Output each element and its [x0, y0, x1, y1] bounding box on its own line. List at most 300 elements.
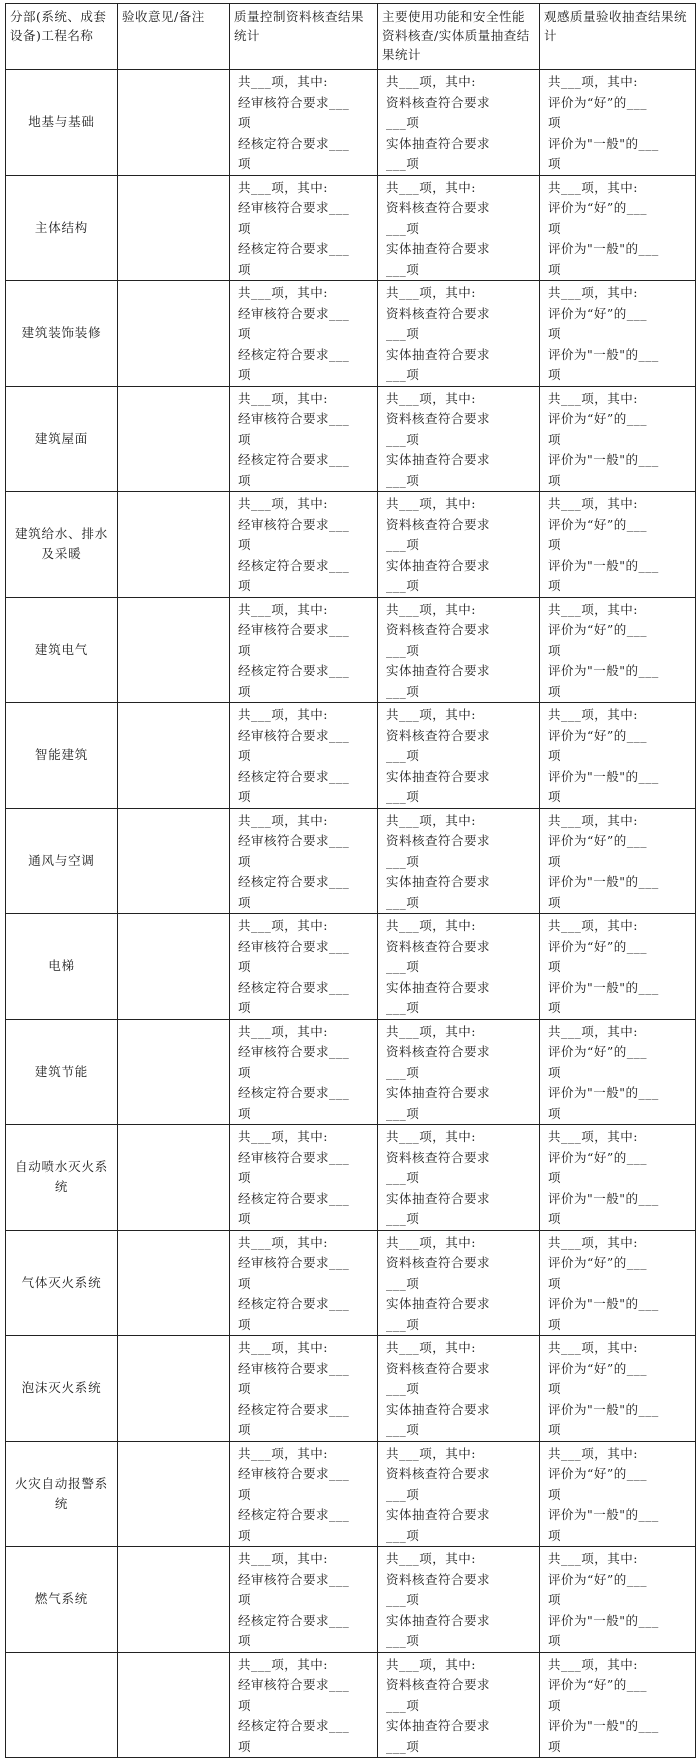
stat-line: 项 [238, 1170, 252, 1185]
stat-line: 经核定符合要求___ [238, 452, 350, 467]
stat-line: 项 [548, 853, 562, 869]
stat-line: 共___项，其中: [386, 812, 476, 828]
stat-cell-c5 [540, 1441, 696, 1547]
stat-line: 经核定符合要求___ [238, 874, 350, 889]
stat-line: 共___项，其中: [386, 601, 476, 617]
project-name-cell: 火灾自动报警系统 [6, 1441, 118, 1547]
stat-cell-c5 [540, 1230, 696, 1336]
stat-line: 经审核符合要求___ [238, 1571, 350, 1587]
header-project-name: 分部(系统、成套设备)工程名称 [6, 4, 118, 70]
stat-cell-c4 [378, 175, 540, 281]
stat-line: 实体抽查符合要求 [386, 768, 491, 784]
stat-line: ___项 [386, 1064, 420, 1080]
stat-cell-c4 [378, 386, 540, 492]
stat-line: 项 [238, 472, 252, 488]
stat-cell-c4 [378, 492, 540, 598]
stat-line: 项 [548, 1275, 562, 1291]
stat-line: 经审核符合要求___ [238, 938, 350, 954]
opinion-cell [118, 1336, 230, 1442]
stat-line: 共___项，其中: [548, 74, 638, 89]
stat-line: 项 [548, 220, 562, 236]
stat-line: 共___项，其中: [386, 918, 476, 933]
opinion-cell [118, 492, 230, 598]
stat-line: 评价为"一般"的___ [548, 241, 659, 256]
stat-line: 实体抽查符合要求 [386, 663, 491, 678]
stat-line: ___项 [386, 472, 420, 488]
stat-line: 经核定符合要求___ [238, 135, 350, 151]
stat-line: 实体抽查符合要求 [386, 1085, 491, 1100]
stat-line: 共___项，其中: [238, 496, 328, 511]
stat-line: 项 [238, 537, 252, 552]
stat-line: 共___项，其中: [238, 1445, 328, 1461]
stat-line: 实体抽查符合要求 [386, 1401, 491, 1417]
stat-line: 评价为“好”的___ [548, 622, 648, 637]
stat-line: 共___项，其中: [548, 1445, 638, 1461]
stat-line: 共___项，其中: [238, 1656, 328, 1672]
stat-line: 经审核符合要求___ [238, 1255, 350, 1270]
stat-line: 经审核符合要求___ [238, 833, 350, 848]
stat-line: 经核定符合要求___ [238, 241, 350, 256]
stat-line: 项 [548, 1105, 562, 1121]
stat-line: 共___项，其中: [548, 1234, 638, 1250]
stat-cell-c4 [378, 1652, 540, 1758]
stat-line: 共___项，其中: [238, 1340, 328, 1355]
stat-line: 共___项，其中: [238, 74, 328, 89]
stat-line: 评价为“好”的___ [548, 1360, 648, 1376]
stat-line: 项 [548, 642, 562, 658]
table-row [6, 597, 696, 703]
stat-line: 项 [238, 1316, 252, 1332]
opinion-cell [118, 1547, 230, 1653]
stat-line: ___项 [386, 642, 420, 658]
stat-line: 实体抽查符合要求 [386, 241, 491, 256]
stat-line: 资料核查符合要求 [386, 1571, 491, 1587]
stat-cell-c5 [540, 808, 696, 914]
stat-line: 经审核符合要求___ [238, 94, 350, 110]
stat-cell-c4 [378, 808, 540, 914]
stat-line: 经审核符合要求___ [238, 1677, 350, 1692]
stat-line: 评价为“好”的___ [548, 1571, 648, 1587]
stat-line: 项 [238, 1527, 252, 1543]
stat-cell-c4 [378, 1019, 540, 1125]
stat-line: 项 [238, 894, 252, 910]
stat-line: 共___项，其中: [548, 1656, 638, 1672]
stat-line: 项 [548, 367, 562, 382]
opinion-cell [118, 703, 230, 809]
project-name-cell [6, 1652, 118, 1758]
table-row [6, 1230, 696, 1336]
stat-cell-c4 [378, 1441, 540, 1547]
stat-line: 资料核查符合要求 [386, 1360, 491, 1376]
stat-line: 经核定符合要求___ [238, 663, 350, 678]
stat-cell-c5 [540, 914, 696, 1020]
stat-cell-c5 [540, 1019, 696, 1125]
stat-line: 共___项，其中: [386, 285, 476, 300]
stat-cell-c3 [230, 70, 378, 176]
project-name-cell: 建筑屋面 [6, 386, 118, 492]
stat-line: ___项 [386, 220, 420, 236]
stat-line: 共___项，其中: [548, 918, 638, 933]
stat-line: 经核定符合要求___ [238, 346, 350, 362]
stat-line: ___项 [386, 1633, 420, 1648]
stat-line: ___项 [386, 748, 420, 763]
stat-line: 经核定符合要求___ [238, 557, 350, 573]
stat-line: 项 [548, 578, 562, 593]
stat-cell-c5 [540, 1125, 696, 1231]
stat-line: 共___项，其中: [238, 918, 328, 933]
stat-line: 项 [548, 1211, 562, 1226]
stat-line: 项 [548, 537, 562, 552]
table-row [6, 492, 696, 598]
stat-line: 项 [548, 472, 562, 488]
stat-line: 资料核查符合要求 [386, 516, 491, 532]
stat-line: 项 [238, 789, 252, 804]
stat-line: ___项 [386, 115, 420, 130]
stat-line: ___项 [386, 1738, 420, 1754]
stat-line: ___项 [386, 1000, 420, 1015]
header-quality-control: 质量控制资料核查结果统计 [230, 4, 378, 70]
stat-line: 经核定符合要求___ [238, 1296, 350, 1311]
stat-line: 评价为“好”的___ [548, 1044, 648, 1059]
stat-line: 实体抽查符合要求 [386, 1612, 491, 1628]
stat-line: 项 [238, 1275, 252, 1291]
stat-line: 评价为“好”的___ [548, 411, 648, 426]
stat-line: 共___项，其中: [548, 1340, 638, 1355]
stat-line: 实体抽查符合要求 [386, 346, 491, 362]
stat-line: ___项 [386, 683, 420, 699]
stat-line: 评价为"一般"的___ [548, 1401, 659, 1417]
project-name-cell: 建筑给水、排水及采暖 [6, 492, 118, 598]
stat-line: ___项 [386, 1486, 420, 1502]
stat-cell-c4 [378, 597, 540, 703]
stat-line: 共___项，其中: [548, 390, 638, 406]
stat-line: 评价为"一般"的___ [548, 346, 659, 362]
stat-line: 项 [548, 1000, 562, 1015]
stat-line: 项 [548, 326, 562, 341]
stat-line: 共___项，其中: [238, 285, 328, 300]
stat-line: 项 [548, 261, 562, 277]
stat-line: 项 [548, 959, 562, 974]
table-row [6, 1652, 696, 1758]
project-name-cell: 气体灭火系统 [6, 1230, 118, 1336]
stat-cell-c3 [230, 1441, 378, 1547]
stat-line: 共___项，其中: [548, 812, 638, 828]
opinion-cell [118, 808, 230, 914]
stat-line: 评价为"一般"的___ [548, 1612, 659, 1628]
opinion-cell [118, 1652, 230, 1758]
stat-line: 共___项，其中: [386, 1023, 476, 1039]
stat-line: 实体抽查符合要求 [386, 1507, 491, 1522]
stat-line: 共___项，其中: [386, 1445, 476, 1461]
stat-line: 共___项，其中: [238, 390, 328, 406]
table-row [6, 281, 696, 387]
stat-line: 实体抽查符合要求 [386, 1296, 491, 1311]
stat-line: ___项 [386, 367, 420, 382]
stat-line: 评价为“好”的___ [548, 938, 648, 954]
stat-line: 项 [238, 326, 252, 341]
project-name-cell: 主体结构 [6, 175, 118, 281]
stat-line: 实体抽查符合要求 [386, 557, 491, 573]
stat-line: ___项 [386, 537, 420, 552]
stat-line: 项 [238, 1738, 252, 1754]
stat-line: 资料核查符合要求 [386, 1149, 491, 1165]
stat-line: 实体抽查符合要求 [386, 979, 491, 995]
stat-line: 项 [238, 853, 252, 869]
stat-cell-c5 [540, 281, 696, 387]
table-row [6, 1125, 696, 1231]
stat-line: ___项 [386, 1105, 420, 1121]
stat-line: 共___项，其中: [386, 390, 476, 406]
stat-line: 评价为"一般"的___ [548, 452, 659, 467]
stat-line: 经审核符合要求___ [238, 411, 350, 426]
stat-line: 经审核符合要求___ [238, 1360, 350, 1376]
stat-line: 共___项，其中: [386, 1551, 476, 1566]
stat-line: 项 [238, 1592, 252, 1607]
stat-line: 评价为"一般"的___ [548, 1085, 659, 1100]
stat-line: 共___项，其中: [238, 179, 328, 195]
stat-line: 资料核查符合要求 [386, 1044, 491, 1059]
stat-line: 项 [238, 642, 252, 658]
stat-cell-c4 [378, 1336, 540, 1442]
stat-line: 共___项，其中: [238, 1129, 328, 1144]
stat-cell-c5 [540, 175, 696, 281]
stat-line: 项 [238, 431, 252, 447]
stat-line: 项 [548, 1592, 562, 1607]
stat-line: ___项 [386, 431, 420, 447]
stat-line: 项 [548, 1738, 562, 1754]
table-row [6, 175, 696, 281]
stat-line: 经审核符合要求___ [238, 200, 350, 215]
header-appearance: 观感质量验收抽查结果统计 [540, 4, 696, 70]
stat-line: 共___项，其中: [548, 707, 638, 722]
stat-line: 项 [238, 748, 252, 763]
stat-line: 项 [548, 1064, 562, 1080]
stat-line: 评价为"一般"的___ [548, 1507, 659, 1522]
table-body [6, 70, 696, 1758]
stat-cell-c5 [540, 386, 696, 492]
stat-line: 项 [548, 156, 562, 171]
stat-cell-c3 [230, 1336, 378, 1442]
stat-line: 资料核查符合要求 [386, 833, 491, 848]
table-row [6, 808, 696, 914]
stat-cell-c5 [540, 703, 696, 809]
stat-line: 评价为"一般"的___ [548, 663, 659, 678]
stat-line: 评价为“好”的___ [548, 1255, 648, 1270]
stat-line: 评价为"一般"的___ [548, 135, 659, 151]
table-row [6, 1441, 696, 1547]
stat-line: 项 [548, 1170, 562, 1185]
stat-line: 实体抽查符合要求 [386, 874, 491, 889]
stat-cell-c3 [230, 1230, 378, 1336]
stat-line: 项 [238, 1422, 252, 1437]
stat-cell-c4 [378, 1125, 540, 1231]
stat-line: ___项 [386, 1170, 420, 1185]
stat-cell-c4 [378, 1230, 540, 1336]
stat-cell-c5 [540, 1547, 696, 1653]
stat-line: ___项 [386, 578, 420, 593]
stat-line: 项 [548, 683, 562, 699]
stat-line: ___项 [386, 1275, 420, 1291]
opinion-cell [118, 597, 230, 703]
stat-line: ___项 [386, 1592, 420, 1607]
stat-line: 共___项，其中: [548, 601, 638, 617]
stat-line: 项 [238, 220, 252, 236]
stat-cell-c4 [378, 70, 540, 176]
stat-line: 经核定符合要求___ [238, 768, 350, 784]
stat-line: 共___项，其中: [548, 1023, 638, 1039]
stat-cell-c4 [378, 703, 540, 809]
project-name-cell: 建筑节能 [6, 1019, 118, 1125]
project-name-cell: 泡沫灭火系统 [6, 1336, 118, 1442]
opinion-cell [118, 1125, 230, 1231]
acceptance-summary-table [5, 3, 696, 1758]
stat-line: 项 [548, 789, 562, 804]
stat-cell-c3 [230, 597, 378, 703]
stat-line: 实体抽查符合要求 [386, 1718, 491, 1733]
stat-line: 项 [548, 1527, 562, 1543]
stat-cell-c5 [540, 70, 696, 176]
stat-line: 共___项，其中: [386, 74, 476, 89]
stat-line: 项 [548, 1633, 562, 1648]
table-row [6, 1019, 696, 1125]
stat-line: 经审核符合要求___ [238, 516, 350, 532]
stat-line: ___项 [386, 1316, 420, 1332]
stat-line: 实体抽查符合要求 [386, 1190, 491, 1206]
stat-line: 项 [238, 1064, 252, 1080]
stat-line: 项 [548, 1381, 562, 1396]
project-name-cell: 电梯 [6, 914, 118, 1020]
stat-cell-c4 [378, 914, 540, 1020]
stat-line: 评价为“好”的___ [548, 200, 648, 215]
project-name-cell: 智能建筑 [6, 703, 118, 809]
stat-line: ___项 [386, 1527, 420, 1543]
stat-line: 评价为“好”的___ [548, 94, 648, 110]
stat-line: 经核定符合要求___ [238, 1612, 350, 1628]
project-name-cell: 通风与空调 [6, 808, 118, 914]
stat-line: 经审核符合要求___ [238, 1044, 350, 1059]
stat-line: 项 [238, 959, 252, 974]
table-row [6, 703, 696, 809]
stat-line: 共___项，其中: [386, 179, 476, 195]
stat-line: ___项 [386, 156, 420, 171]
stat-line: 项 [548, 1486, 562, 1502]
table-row [6, 386, 696, 492]
table-row [6, 1336, 696, 1442]
header-function-safety: 主要使用功能和安全性能资料核查/实体质量抽查结果统计 [378, 4, 540, 70]
stat-line: 资料核查符合要求 [386, 622, 491, 637]
stat-line: 评价为“好”的___ [548, 727, 648, 743]
project-name-cell: 燃气系统 [6, 1547, 118, 1653]
stat-cell-c4 [378, 1547, 540, 1653]
stat-line: 评价为"一般"的___ [548, 557, 659, 573]
opinion-cell [118, 281, 230, 387]
stat-line: 评价为"一般"的___ [548, 1718, 659, 1733]
stat-line: ___项 [386, 1697, 420, 1713]
stat-line: ___项 [386, 1422, 420, 1437]
stat-line: 经核定符合要求___ [238, 1085, 350, 1100]
project-name-cell: 自动喷水灭火系统 [6, 1125, 118, 1231]
stat-line: 评价为“好”的___ [548, 1466, 648, 1481]
stat-line: 共___项，其中: [548, 496, 638, 511]
stat-line: ___项 [386, 261, 420, 277]
stat-line: 资料核查符合要求 [386, 200, 491, 215]
opinion-cell [118, 386, 230, 492]
stat-line: ___项 [386, 894, 420, 910]
stat-line: 项 [238, 1697, 252, 1713]
stat-cell-c5 [540, 492, 696, 598]
table-row [6, 70, 696, 176]
stat-line: 评价为“好”的___ [548, 305, 648, 321]
stat-cell-c5 [540, 1652, 696, 1758]
stat-line: 资料核查符合要求 [386, 1466, 491, 1481]
stat-line: 评价为"一般"的___ [548, 874, 659, 889]
stat-line: ___项 [386, 959, 420, 974]
stat-line: 共___项，其中: [386, 707, 476, 722]
stat-line: 经核定符合要求___ [238, 1718, 350, 1733]
stat-line: 经审核符合要求___ [238, 1149, 350, 1165]
stat-cell-c3 [230, 1019, 378, 1125]
stat-line: 项 [238, 1211, 252, 1226]
stat-line: 资料核查符合要求 [386, 94, 491, 110]
stat-line: 资料核查符合要求 [386, 727, 491, 743]
stat-cell-c3 [230, 703, 378, 809]
stat-cell-c3 [230, 492, 378, 598]
stat-line: 评价为"一般"的___ [548, 1296, 659, 1311]
opinion-cell [118, 914, 230, 1020]
stat-line: 共___项，其中: [238, 1234, 328, 1250]
stat-line: 资料核查符合要求 [386, 1255, 491, 1270]
stat-line: 项 [548, 1422, 562, 1437]
stat-line: 共___项，其中: [548, 1551, 638, 1566]
opinion-cell [118, 1019, 230, 1125]
project-name-cell: 建筑装饰装修 [6, 281, 118, 387]
opinion-cell [118, 1441, 230, 1547]
stat-line: 经核定符合要求___ [238, 1507, 350, 1522]
table-row [6, 914, 696, 1020]
stat-line: 评价为“好”的___ [548, 516, 648, 532]
stat-line: 项 [548, 894, 562, 910]
stat-line: 项 [238, 115, 252, 130]
stat-line: 项 [238, 578, 252, 593]
stat-line: 项 [238, 1633, 252, 1648]
stat-line: 经审核符合要求___ [238, 622, 350, 637]
stat-line: 共___项，其中: [386, 496, 476, 511]
stat-line: 经审核符合要求___ [238, 305, 350, 321]
stat-line: 评价为"一般"的___ [548, 979, 659, 995]
stat-line: 项 [238, 1381, 252, 1396]
project-name-cell: 地基与基础 [6, 70, 118, 176]
opinion-cell [118, 70, 230, 176]
stat-line: 实体抽查符合要求 [386, 135, 491, 151]
stat-line: 评价为"一般"的___ [548, 1190, 659, 1206]
stat-line: 项 [238, 1105, 252, 1121]
stat-line: 经核定符合要求___ [238, 979, 350, 995]
stat-line: 实体抽查符合要求 [386, 452, 491, 467]
stat-line: ___项 [386, 789, 420, 804]
project-name-cell: 建筑电气 [6, 597, 118, 703]
stat-line: 项 [238, 683, 252, 699]
stat-cell-c3 [230, 386, 378, 492]
header-row [6, 4, 696, 70]
stat-cell-c4 [378, 281, 540, 387]
stat-line: 经审核符合要求___ [238, 1466, 350, 1481]
stat-line: ___项 [386, 1211, 420, 1226]
stat-cell-c3 [230, 175, 378, 281]
stat-line: 资料核查符合要求 [386, 305, 491, 321]
stat-line: 项 [238, 367, 252, 382]
stat-line: ___项 [386, 1381, 420, 1396]
stat-line: 经审核符合要求___ [238, 727, 350, 743]
